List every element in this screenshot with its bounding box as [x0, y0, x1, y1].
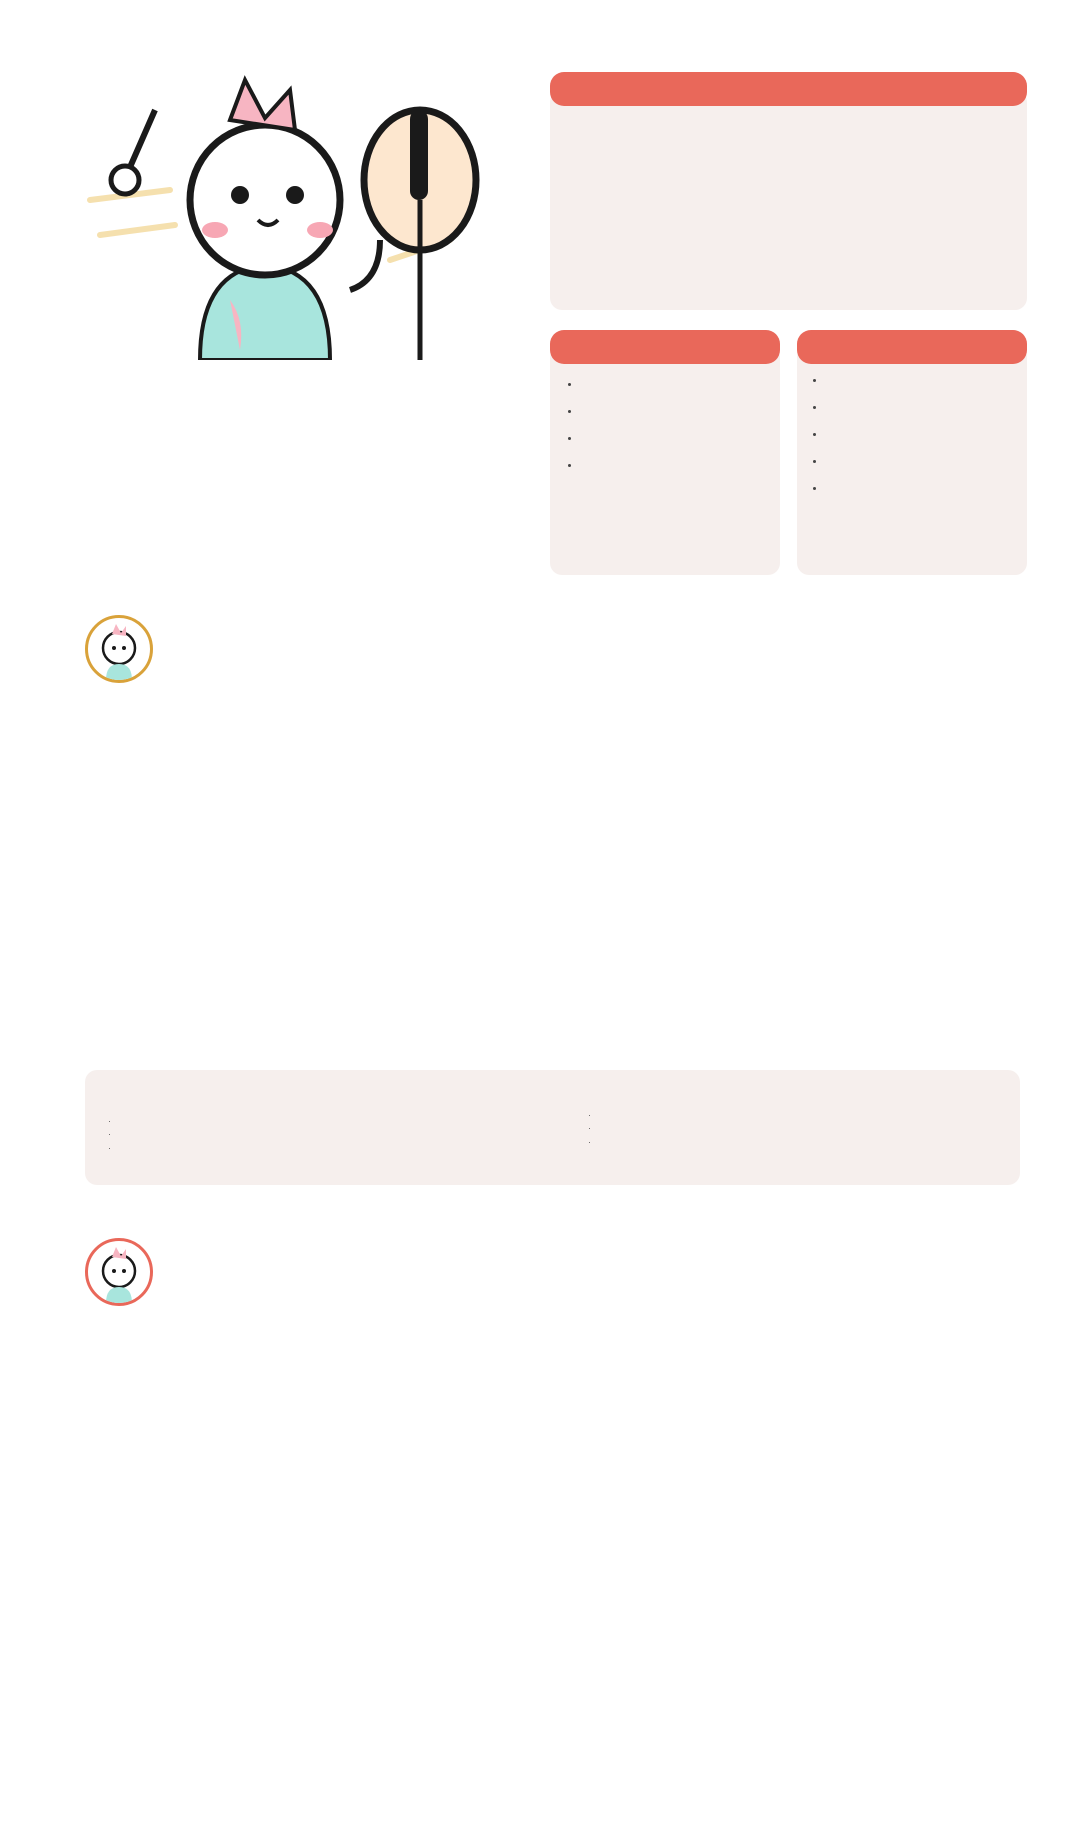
opportunity-item [118, 1118, 460, 1125]
opportunity-item [598, 1139, 950, 1146]
motivations-title [797, 330, 1027, 364]
opportunity-item [118, 1145, 460, 1152]
biography-title [550, 72, 1027, 106]
opportunity-item [598, 1125, 950, 1132]
opportunities-left [110, 1118, 460, 1158]
biography-text [573, 118, 1013, 131]
opportunity-item [118, 1131, 460, 1138]
motivation-item [825, 455, 1022, 468]
goal-item [580, 459, 772, 472]
goal-item [580, 405, 772, 418]
persona-illustration [80, 60, 480, 360]
opportunity-item [598, 1112, 950, 1119]
motivations-list [797, 374, 1022, 509]
goal-item [580, 378, 772, 391]
motivation-item [825, 428, 1022, 441]
goals-title [550, 330, 780, 364]
motivation-item [825, 401, 1022, 414]
opportunities-right [590, 1112, 950, 1152]
motivation-item [825, 374, 1022, 387]
goal-item [580, 432, 772, 445]
motivation-item [825, 482, 1022, 495]
avatar [85, 1238, 153, 1306]
goals-list [552, 378, 772, 486]
avatar [85, 615, 153, 683]
